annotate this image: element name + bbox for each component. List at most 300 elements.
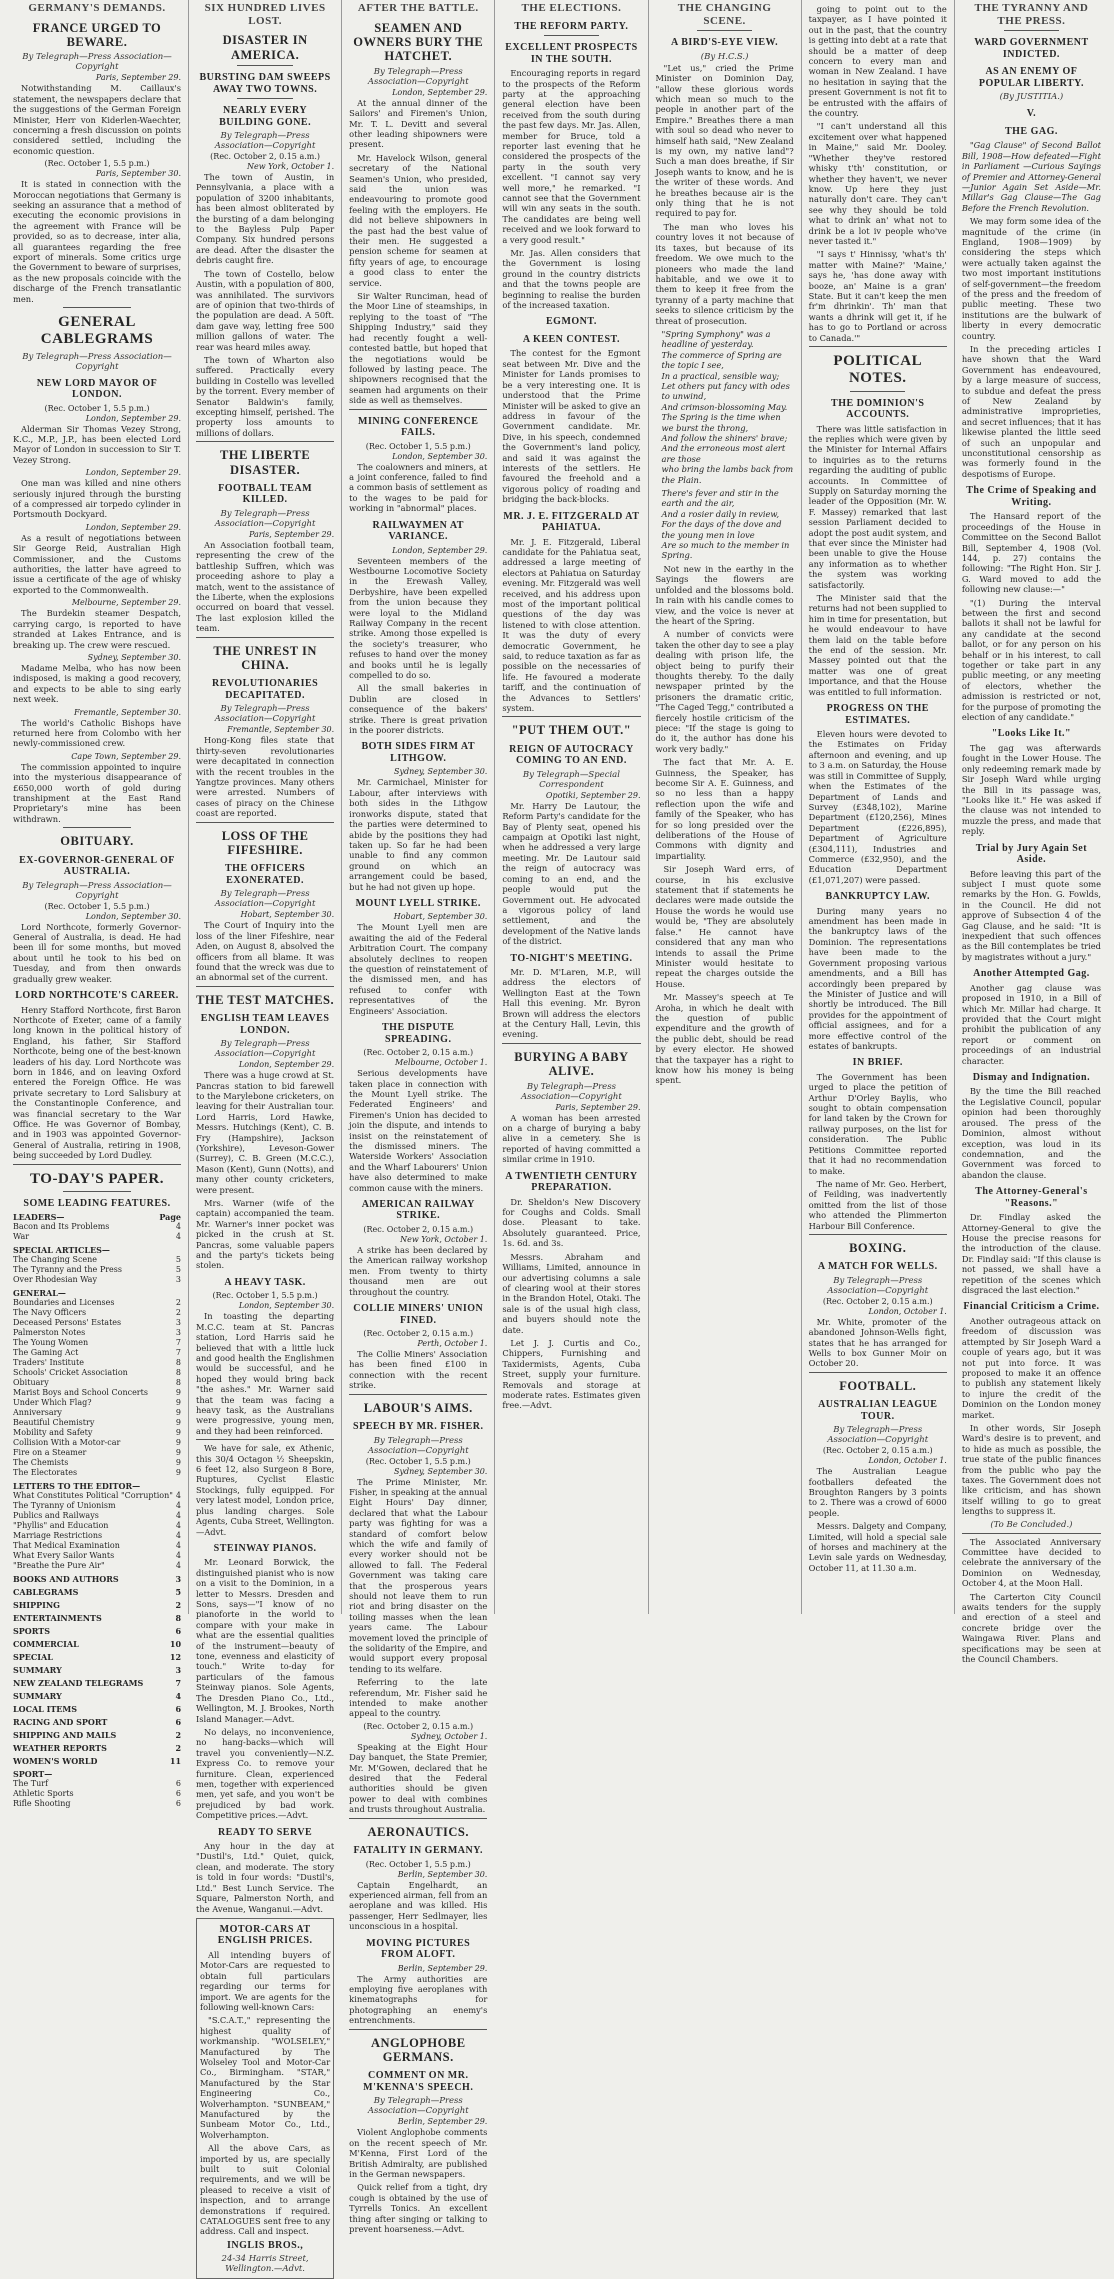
divider: [196, 637, 334, 638]
headline: THE UNREST IN CHINA.: [213, 643, 317, 672]
feature-item: [13, 1717, 181, 1727]
subheadline: MOVING PICTURES FROM ALOFT.: [366, 1937, 471, 1961]
feature-page: 7: [175, 1348, 182, 1358]
feature-item: [13, 1613, 181, 1623]
feature-item: [13, 1398, 181, 1408]
article-text: The Mount Lyell men are awaiting the aid of the Federal Arbitration Court. The company absolutely declines to reopen the question of reinstatement of the dismissed men, and has refused to confer with representatives of the Engineers' Association.: [349, 922, 488, 1016]
divider: [63, 1191, 130, 1192]
received-line: (Rec. October 1, 5.5 p.m.): [365, 1859, 471, 1869]
feature-item: [13, 1458, 181, 1468]
feature-page: 8: [175, 1613, 182, 1624]
feature-item: [13, 1222, 181, 1232]
feature-name: Anniversary: [13, 1408, 62, 1418]
byline: By Telegraph—Press Association—Copyright: [214, 704, 316, 725]
feature-item: [13, 1468, 181, 1478]
article-text: The Hansard report of the proceedings of the House in Committee on the Second Ballot Bill, September 4, 1908 (Vol. 144, p. 27) contains the following: "The Right Hon. Sir J. G. Ward moved to add the following new clause:—": [961, 511, 1101, 595]
feature-item: [13, 1779, 181, 1789]
article-text: "I says t' Hinnissy, 'what's th' matter with Maine?' 'Maine,' says he, 'has done away with booze, an' Maine is a gran' State. But it can't keep the men fr'm dhrinkin'. Th' man that wants a dhrink will get it, if he has to go to Portland or across to Canada.'": [808, 249, 947, 343]
feature-name: Deceased Persons' Estates: [13, 1318, 122, 1328]
subheadline: PROGRESS ON THE ESTIMATES.: [826, 703, 929, 726]
feature-item: [13, 1678, 181, 1688]
dateline: Berlin, September 29.: [397, 1963, 488, 1973]
subheadline: REIGN OF AUTOCRACY COMING TO AN END.: [509, 743, 634, 767]
feature-item: [13, 1511, 181, 1521]
feature-name: Mobility and Safety: [13, 1428, 93, 1438]
feature-name: SUMMARY: [13, 1691, 62, 1702]
dateline: London, September 29.: [392, 545, 488, 555]
column-5: [649, 0, 802, 1614]
headline: OBITUARY.: [60, 834, 134, 849]
feature-page: 2: [175, 1730, 182, 1741]
feature-item: [13, 1318, 181, 1328]
dateline: Paris, September 29.: [248, 529, 335, 539]
article-text: Another outrageous attack on freedom of discussion was attempted by Sir Joseph Ward a couple of years ago, but it was not put into force. It was proposed to make it an offence to publish any statement likely to injure the credit of the Dominion on the London money market.: [961, 1315, 1101, 1420]
feature-page: 10: [169, 1639, 182, 1650]
byline: By Telegraph—Press Association—Copyright: [214, 131, 316, 152]
feature-item: [13, 1789, 181, 1799]
feature-name: GENERAL—: [13, 1288, 66, 1299]
advertiser-address: 24-34 Harris Street, Wellington.—Advt.: [221, 2254, 309, 2275]
feature-page: 2: [175, 1600, 182, 1611]
feature-page: 4: [175, 1551, 182, 1561]
divider: [349, 409, 487, 410]
headline: GENERAL CABLEGRAMS: [40, 314, 154, 348]
advertisement-text: Dr. Sheldon's New Discovery for Coughs and Colds. Small dose. Pleasant to take. Absolutely guaranteed. Price, 1s. 6d. and 3s.: [502, 1196, 641, 1249]
feature-page: [178, 1769, 181, 1779]
subheadline: The Attorney-General's "Reasons.": [975, 1186, 1088, 1209]
verse: There's fever and stir in the earth and the air, And a rosier daily in review, For the days of the dove and the young men in love Are so much to the member in Spring.: [661, 488, 790, 561]
article-text: There was little satisfaction in the replies which were given by the Minister for Internal Affairs to inquiries as to the returns regarding the auditing of public accounts. In Committee of Supply on Saturday morning the leader of the Opposition (Mr. W. F. Massey) remarked that last session Parliament decided to adopt the post audit system, and that ever since the Minister had been unable to give the House any information as to whether the system was working satisfactorily.: [808, 423, 947, 590]
feature-item: [13, 1448, 181, 1458]
article-text: We may form some idea of the magnitude of the crime (in England, 1908—1909) by considering the steps which were actually taken against the two most important institutions of self-government—the freedom of the press and the freedom of public meeting. These two institutions are the bulwark of liberty in every democratic country.: [961, 216, 1101, 341]
advertisement-text: All the above Cars, as imported by us, are specially built to suit Colonial requirements, and we will be pleased to receive a visit of inspection, and to arrange demonstrations if required. CATALOGUES sent free to any address. Call and inspect.: [200, 2143, 331, 2237]
subheadline: A MATCH FOR WELLS.: [817, 1261, 938, 1273]
advertisement-text: Mr. Leonard Borwick, the distinguished pianist who is now on a visit to the Dominion, in a letter to Messrs. Dresden and Sons, says—"I know of no pianoforte in the world to compare with your make in what are the essential qualities of the instrument—beauty of tone, evenness and elasticity of touch." Write to-day for particulars of the famous Steinway pianos. Sole Agents, The Dresden Piano Co., Ltd., Wellington, M. J. Brookes, North Island Manager.—Advt.: [196, 1557, 335, 1724]
feature-name: Boundaries and Licenses: [13, 1298, 115, 1308]
feature-page: 3: [175, 1328, 182, 1338]
feature-name: Fire on a Steamer: [13, 1448, 87, 1458]
dateline: Paris, September 29.: [95, 73, 182, 83]
feature-name: LOCAL ITEMS: [13, 1704, 78, 1715]
headline: TO-DAY'S PAPER.: [30, 1170, 164, 1187]
headline: LABOUR'S AIMS.: [363, 1400, 473, 1415]
article-text: Mr. D. M'Laren, M.P., will address the electors of Wellington East at the Town Hall this evening. Mr. Byron Brown will address the electors at the Century Hall, Levin, this evening.: [502, 967, 641, 1040]
article-text: Mr. Harry De Lautour, the Reform Party's candidate for the Bay of Plenty seat, opened his campaign at Opotiki last night, when he addressed a very large meeting. Mr. De Lautour said the reign of autocracy was coming to an end, and the people would put the Government out. He advocated a vigorous policy of land settlement, and the development of the Native lands of the district.: [502, 800, 641, 947]
feature-page: 4: [175, 1691, 182, 1702]
advertisement-text: All intending buyers of Motor-Cars are requested to obtain full particulars regarding our terms for import. We are agents for the following well-known Cars:: [200, 1949, 331, 2012]
feature-item: [13, 1481, 181, 1491]
feature-page: 6: [175, 1799, 182, 1809]
article-text: Eleven hours were devoted to the Estimates on Friday afternoon and evening, and up to 3 a.m. on Saturday, the House was still in Committee of Supply, when the Estimates of the Department of Lands and Survey (£348,102), Marine Department (£120,256), Mines Department (£226,895), Department of Agriculture (£304,111), Industries and Commerce (£32,950), and the Education Department (£1,071,207) were passed.: [808, 729, 947, 885]
feature-name: CABLEGRAMS: [13, 1587, 79, 1598]
divider: [1004, 30, 1060, 31]
article-text: During many years no amendment has been made in the bankruptcy laws of the Dominion. The representations have been made to the Government proposing various amendments, and a Bill has accordingly been prepared by the Minister of Justice and will shortly be introduced. The Bill provides for the appointment of official assignees, and for a more effective control of the estates of bankrupts.: [808, 905, 947, 1051]
subheadline: RAILWAYMEN AT VARIANCE.: [372, 519, 464, 543]
feature-item: [13, 1338, 181, 1348]
column-3: [342, 0, 495, 2235]
feature-name: LEADERS—: [13, 1212, 65, 1223]
dateline: London, September 30.: [392, 451, 488, 461]
subheadline: SPEECH BY MR. FISHER.: [353, 1421, 484, 1433]
feature-item: [13, 1438, 181, 1448]
headline: POLITICAL NOTES.: [833, 353, 923, 387]
advertisement-text: "S.C.A.T.," representing the highest quality of workmanship. "WOLSELEY," Manufactured by The Wolseley Tool and Motor-Car Co., Birmingham. "STAR," Manufactured by the Star Engineering Co., Wolverhampton. "SUNBEAM," Manufactured by the Sunbeam Motor Co., Ltd., Wolverhampton.: [200, 2015, 331, 2140]
feature-name: "Breathe the Pure Air": [13, 1561, 105, 1571]
subheadline: AS AN ENEMY OF POPULAR LIBERTY.: [978, 66, 1084, 89]
feature-item: [13, 1600, 181, 1610]
feature-name: Collision With a Motor-car: [13, 1438, 121, 1448]
divider: [196, 441, 334, 442]
feature-name: Marriage Restrictions: [13, 1531, 103, 1541]
feature-page: 3: [175, 1574, 182, 1585]
headline: BOXING.: [849, 1240, 907, 1255]
article-text: Mr. Carmichael, Minister for Labour, after interviews with both sides in the Lithgow ironworks dispute, stated that the parties were determined to abide by the positions they had taken up. So far he had been unable to find any common ground on which an arrangement could be based, but he had not given up hope.: [349, 777, 488, 892]
subheadline: ENGLISH TEAM LEAVES LONDON.: [200, 1013, 330, 1036]
byline: By Telegraph—Press Association—Copyright: [521, 1081, 622, 1102]
article-text: The Australian League footballers defeated the Broughton Rangers by 3 points to 2. There was a crowd of 6000 people.: [808, 1466, 947, 1518]
article-text: The coalowners and miners, at a joint conference, failed to find a common basis of settlement as to the wages to be paid for working in "abnormal" places.: [349, 461, 488, 514]
divider: [349, 1818, 487, 1819]
divider: [544, 35, 599, 36]
headline: "PUT THEM OUT.": [511, 723, 632, 738]
subheadline: MOUNT LYELL STRIKE.: [355, 897, 481, 909]
subheadline: FOOTBALL TEAM KILLED.: [218, 482, 313, 506]
feature-name: SHIPPING: [13, 1600, 60, 1611]
feature-name: The Navy Officers: [13, 1308, 87, 1318]
dateline: Paris, September 30.: [95, 169, 182, 179]
feature-page: 7: [175, 1338, 182, 1348]
feature-page: 5: [175, 1587, 182, 1598]
feature-name: Palmerston Notes: [13, 1328, 86, 1338]
feature-name: Beautiful Chemistry: [13, 1418, 95, 1428]
feature-page: 3: [175, 1318, 182, 1328]
subheadline: A HEAVY TASK.: [224, 1276, 306, 1288]
feature-item: [13, 1769, 181, 1779]
continuation-note: (To Be Concluded.): [990, 1519, 1073, 1530]
dateline: Melbourne, September 29.: [71, 598, 182, 608]
dateline: London, September 29.: [85, 468, 182, 478]
cut-headline: THE ELECTIONS.: [521, 2, 622, 14]
subheadline: NEARLY EVERY BUILDING GONE.: [219, 105, 312, 128]
subheadline: EXCELLENT PROSPECTS IN THE SOUTH.: [505, 42, 638, 65]
article-text: The gag was afterwards fought in the Lower House. The only redeeming remark made by Sir Joseph Ward while urging the Bill in its passage was, "Looks like it." He was asked if the clause was not intended to muzzle the press, and made that reply.: [961, 742, 1101, 837]
feature-name: Under Which Flag?: [13, 1398, 92, 1408]
features-list: [13, 1212, 181, 1809]
column-7: [955, 0, 1108, 1665]
feature-page: 4: [175, 1541, 182, 1551]
feature-item: [13, 1691, 181, 1701]
subheadline: THE REFORM PARTY.: [514, 20, 629, 32]
dateline: London, September 29.: [238, 1060, 335, 1070]
feature-name: The Gaming Act: [13, 1348, 79, 1358]
feature-item: [13, 1531, 181, 1541]
feature-page: 4: [175, 1511, 182, 1521]
feature-page: 9: [175, 1388, 182, 1398]
article-text: going to point out to the taxpayer, as I have pointed it out in the past, that the country is getting into debt at a rate that should be a matter of deep concern to every man and woman in New Zealand. I have no hesitation in saying that the present Government is not fit to be entrusted with the affairs of the country.: [808, 4, 947, 119]
article-text: Mr. White, promoter of the abandoned Johnson-Wells fight, states that he has arranged for Wells to box Gunner Moir on October 20.: [808, 1316, 947, 1369]
subheadline: BOTH SIDES FIRM AT LITHGOW.: [361, 741, 476, 764]
headline: FRANCE URGED TO BEWARE.: [32, 20, 162, 50]
byline: (By JUSTITIA.): [999, 92, 1064, 103]
dateline: London, September 29.: [85, 413, 182, 423]
article-text: Messrs. Dalgety and Company, Limited, will hold a special sale of horses and machinery at the Levin sale yards on Wednesday, October 11, at 11.30 a.m.: [808, 1521, 947, 1573]
article-text: Captain Engelhardt, an experienced airman, fell from an aeroplane and was killed. His passenger, Herr Sedlmayer, lies unconscious in a hospital.: [349, 1879, 488, 1932]
article-text: Violent Anglophobe comments on the recent speech of Mr. M'Kenna, First Lord of the British Admiralty, are published in the German newspapers.: [349, 2127, 488, 2180]
feature-name: SPORT—: [13, 1769, 53, 1780]
feature-page: 3: [175, 1665, 182, 1676]
divider: [196, 1439, 334, 1440]
feature-name: Marist Boys and School Concerts: [13, 1388, 148, 1398]
article-text: Encouraging reports in regard to the prospects of the Reform party at the approaching general election have been received from the south during the past few days. Mr. Jas. Allen, member for Bruce, told a reporter last evening that he considered the prospects of the party in the south very excellent. "I cannot say very well more," he remarked. "I cannot see that the Government will win any seats in the south. The candidates are being well received and we look forward to a very good result.": [502, 68, 641, 245]
received-line: (Rec. October 2, 0.15 a.m.): [363, 1329, 474, 1339]
feature-name: Obituary: [13, 1378, 49, 1388]
received-line: (Rec. October 2, 0.15 a.m.): [363, 1048, 474, 1058]
advertiser-name: INGLIS BROS.,: [226, 2239, 304, 2251]
feature-item: [13, 1756, 181, 1766]
feature-item: [13, 1626, 181, 1636]
feature-item: [13, 1551, 181, 1561]
feature-item: [13, 1428, 181, 1438]
article-text: The town of Austin, in Pennsylvania, a place with a population of 3200 inhabitants, has been almost obliterated by the bursting of a dam belonging to the Bayless Pulp Paper Company. Six hundred persons are dead. After the disaster the debris caught fire.: [196, 172, 335, 266]
divider: [13, 1164, 181, 1165]
subheadline: AMERICAN RAILWAY STRIKE.: [361, 1198, 475, 1222]
feature-name: That Medical Examination: [13, 1541, 120, 1551]
feature-page: 6: [175, 1717, 182, 1728]
article-text: The world's Catholic Bishops have returned here from Colombo with her newly-commissioned crew.: [13, 717, 182, 749]
divider: [850, 391, 905, 392]
feature-name: BOOKS AND AUTHORS: [13, 1574, 119, 1585]
feature-page: 8: [175, 1358, 182, 1368]
divider: [63, 827, 130, 828]
feature-page: 4: [175, 1232, 182, 1242]
feature-item: [13, 1388, 181, 1398]
article-number: V.: [1026, 108, 1037, 120]
feature-name: COMMERCIAL: [13, 1639, 79, 1650]
headline: BURYING A BABY ALIVE.: [514, 1049, 629, 1079]
dateline: New York, October 1.: [400, 1234, 488, 1244]
headline: AERONAUTICS.: [367, 1824, 470, 1839]
received-line: (Rec. October 2, 0.15 a.m.): [363, 1224, 474, 1234]
byline: By Telegraph—Press Association—Copyright: [22, 351, 172, 372]
feature-name: SUMMARY: [13, 1665, 62, 1676]
subheadline: MINING CONFERENCE FAILS.: [358, 415, 479, 439]
divider: [349, 2029, 487, 2030]
divider: [196, 822, 334, 823]
subheadline: FATALITY IN GERMANY.: [353, 1845, 484, 1857]
article-text: The Army authorities are employing five aeroplanes with kinematographs for photographing an enemy's entrenchments.: [349, 1973, 488, 2026]
article-text: Sir Walter Runciman, head of the Moor Line of steamships, in replying to the toast of "The Shipping Industry," said they had recently fought a well-contested battle, but hoped that the negotiations would be followed by lasting peace. The shipowners recognised that the seamen had arguments on their side as well as themselves.: [349, 291, 488, 406]
article-text: "I can't understand all this excitement over what happened in Maine," said Mr. Dooley. "Whether they've restored whisky t'th' constitution, or whether they haven't, we never know. Up here they just naturally don't care. They can't see why they should be told what to drink an' what not to drink be a lot iv people who've never tasted it.": [808, 121, 947, 246]
divider: [237, 98, 292, 99]
subheadline: BURSTING DAM SWEEPS AWAY TWO TOWNS.: [199, 72, 331, 95]
subheadline: NEW LORD MAYOR OF LONDON.: [36, 377, 158, 401]
divider: [502, 1043, 640, 1044]
dateline: Fremantle, September 30.: [227, 725, 335, 735]
article-text: Mr. Havelock Wilson, general secretary of the National Seamen's Union, who presided, said the union was endeavouring to promote good feeling with the employers. He did not believe shipowners in the past had the best value of their men. He suggested a pension scheme for seamen at fifty years of age, to encourage a good class to enter the service.: [349, 152, 488, 288]
subheadline: AUSTRALIAN LEAGUE TOUR.: [818, 1399, 938, 1422]
feature-item: [13, 1491, 181, 1501]
received-line: (Rec. October 1, 5.5 p.m.): [365, 441, 471, 451]
feature-name: The Electorates: [13, 1468, 78, 1478]
subheadline: A KEEN CONTEST.: [522, 333, 620, 345]
dateline: Berlin, September 30.: [397, 1869, 488, 1879]
feature-name: RACING AND SPORT: [13, 1717, 108, 1728]
feature-page: 6: [175, 1626, 182, 1637]
dateline: Sydney, September 30.: [393, 767, 488, 777]
article-text: The name of Mr. Geo. Herbert, of Feilding, was inadvertently omitted from the list of those who attended the Plimmerton Harbour Bill Conference.: [808, 1178, 947, 1231]
feature-name: Bacon and Its Problems: [13, 1222, 110, 1232]
feature-item: [13, 1288, 181, 1298]
article-text: Dr. Findlay asked the Attorney-General to give the House the precise reasons for the introduction of the clause. Dr. Findlay said: "If this clause is not passed, we shall have a repetition of the scenes which disgraced the last election.": [961, 1212, 1101, 1295]
article-text: In other words, Sir Joseph Ward's desire is to prevent, and to hide as much as possible, the true state of the public finances from the public who pay the taxes. The Government does not like criticism, and has shown itself willing to go to great lengths to suppress it.: [961, 1422, 1101, 1517]
received-line: (Rec. October 1, 5.5 p.m.): [212, 1291, 318, 1301]
feature-item: [13, 1652, 181, 1662]
feature-name: Over Rhodesian Way: [13, 1275, 97, 1285]
article-text: The commission appointed to inquire into the mysterious disappearance of £650,000 worth of gold during transhipment at the East Rand Proprietary's mine has been withdrawn.: [13, 761, 182, 824]
feature-page: 9: [175, 1398, 182, 1408]
headline: LOSS OF THE FIFESHIRE.: [221, 828, 309, 857]
article-text: Sir Joseph Ward errs, of course, in his exclusive statement that if statements he declares were made outside the House the words he would use would be, "They are absolutely false." He cannot have considered that any man who intends to assail the Prime Minister would hesitate to repeat the charges outside the House.: [655, 864, 794, 989]
article-text: Mr. Jas. Allen considers that the Government is losing ground in the country districts and that the towns people are beginning to realise the burden of the increased taxation.: [502, 248, 641, 311]
feature-page: 9: [175, 1468, 182, 1478]
article-text: Not new in the earthy in the Sayings the flowers are unfolded and the blossoms bold. In rain with his candle comes to view, and the voice is never at the heart of the Spring.: [655, 563, 794, 626]
feature-page: 9: [175, 1448, 182, 1458]
subheadline: THE OFFICERS EXONERATED.: [225, 863, 306, 886]
article-text: In the preceding articles I have shown that the Ward Government has endeavoured, by a large measure of success, to subdue and defeat the press of New Zealand by administrative improprieties, and secret influences; that it has likewise planted the little seed of such an unpopular and unconstitutional censorship as was formerly found in the despotisms of Europe.: [961, 344, 1101, 479]
article-text: All the small bakeries in Dublin are closed in consequence of the bakers' strike. There is great privation in the poorer districts.: [349, 683, 488, 736]
feature-name: The Tyranny and the Press: [13, 1265, 122, 1275]
headline: THE TEST MATCHES.: [196, 992, 335, 1007]
feature-item: [13, 1348, 181, 1358]
byline: (By H.C.S.): [700, 51, 749, 62]
feature-page: 4: [175, 1521, 182, 1531]
article-text: The fact that Mr. A. E. Guinness, the Speaker, has become Sir A. E. Guinness, and so no less than a happy reflection upon the wife and family of the Speaker, who has for so long presided over the deliberations of the House of Commons with dignity and impartiality.: [655, 757, 794, 861]
feature-name: SPECIAL: [13, 1652, 53, 1663]
cut-headline: AFTER THE BATTLE.: [357, 2, 479, 14]
received-line: (Rec. October 1, 5.5 p.m.): [44, 901, 150, 911]
feature-item: [13, 1743, 181, 1753]
feature-item: [13, 1255, 181, 1265]
feature-name: The Changing Scene: [13, 1255, 98, 1265]
feature-item: [13, 1561, 181, 1571]
dateline: Hobart, September 30.: [240, 910, 335, 920]
article-text: At the annual dinner of the Sailors' and Firemen's Union, Mr. T. L. Devitt and several other leading shipowners were present.: [349, 97, 488, 150]
column-4: [495, 0, 648, 1614]
byline: By Telegraph—Press Association—Copyright: [827, 1425, 929, 1446]
feature-item: [13, 1212, 181, 1222]
dateline: Opotiki, September 29.: [545, 790, 641, 800]
feature-page: 9: [175, 1428, 182, 1438]
feature-item: [13, 1418, 181, 1428]
feature-item: [13, 1308, 181, 1318]
dateline: New York, October 1.: [246, 162, 335, 172]
feature-name: WEATHER REPORTS: [13, 1743, 107, 1754]
article-text: It is stated in connection with the Moroccan negotiations that Germany is seeking an assurance that a method of executing the economic provisions in the agreement with France will be provided, so as to decrease, inter alia, all guarantees regarding the free export of minerals. Some critics urge the Government to beware of surprises, as the new proposals coincide with the discharge of the French transatlantic men.: [13, 179, 182, 304]
subheadline: "Looks Like It.": [991, 728, 1072, 740]
article-text: The Carterton City Council awaits tenders for the supply and erection of a steel and concrete bridge over the Waingawa River. Plans and specifications may be seen at the Council Chambers.: [961, 1591, 1101, 1665]
article-text: Madame Melba, who has now been indisposed, is making a good recovery, and expects to be able to sing early next week.: [13, 662, 182, 705]
feature-page: 9: [175, 1458, 182, 1468]
subheadline: EGMONT.: [546, 316, 597, 328]
divider: [237, 65, 292, 66]
article-text: The Court of Inquiry into the loss of the liner Fifeshire, near Aden, on August 8, absolved the officers from all blame. It was found that the wreck was due to an abnormal set of the current.: [196, 920, 335, 983]
feature-item: [13, 1265, 181, 1275]
divider: [809, 1234, 947, 1235]
feature-item: [13, 1408, 181, 1418]
divider: [962, 1533, 1101, 1534]
dateline: Hobart, September 30.: [393, 912, 488, 922]
subheadline: TO-NIGHT'S MEETING.: [510, 952, 633, 964]
divider: [63, 307, 130, 308]
advertisement-text: Let J. J. Curtis and Co., Chippers, Furnishing and Taxidermists, Agents, Cuba Street, supply your furniture. Removals and storage at moderate rates. Estimates given free.—Advt.: [502, 1337, 641, 1411]
feature-item: [13, 1730, 181, 1740]
article-text: The Minister said that the returns had not been supplied to him in time for presentation, but he would endeavour to have them laid on the table before the end of the session. Mr. Massey pointed out that the matter was one of great importance, and that the House was entitled to full information.: [808, 593, 947, 697]
article-text: The Prime Minister, Mr. Fisher, in speaking at the annual Eight Hours' Day dinner, declared that what the Labour party was fighting for was a standard of comfort below which the wife and family of every worker should not be allowed to fall. The Federal Government was taking care that the prosperous years should not leave them to run riot and bring disaster on the toiling masses when the lean years came. The Labour movement loved the principle of the solidarity of the Empire, and would support every proposal tending to its welfare.: [349, 1476, 488, 1674]
dateline: Melbourne, October 1.: [395, 1058, 488, 1068]
feature-name: "Phyllis" and Education: [13, 1521, 109, 1531]
headline: DISASTER IN AMERICA.: [222, 33, 308, 62]
article-text: The Burdekin steamer Despatch, carrying cargo, is reported to have stranded at Lakes Entrance, and is breaking up. The crew were rescued.: [13, 608, 182, 650]
article-text: Mr. J. E. Fitzgerald, Liberal candidate for the Pahiatua seat, addressed a large meeting of electors at Pahiatua on Saturday evening. Mr. Fitzgerald was well received, and his address upon most of the important political questions of the day was listened to with close attention. It was the duty of every democratic Government, he said, to reduce taxation as far as possible on the necessaries of life. He favoured a moderate tariff, and the continuation of the Advances to Settlers' system.: [502, 536, 641, 714]
feature-page: 2: [175, 1743, 182, 1754]
feature-name: The Young Women: [13, 1338, 89, 1348]
article-text: The town of Costello, below Austin, with a population of 800, was annihilated. The survivors are of opinion that two-thirds of the population are dead. A 50ft. dam gave way, letting free 500 million gallons of water. The rear was heard miles away.: [196, 268, 335, 352]
feature-name: What Constitutes Political "Corruption": [13, 1491, 173, 1501]
feature-name: SHIPPING AND MAILS: [13, 1730, 117, 1741]
subheadline: BANKRUPTCY LAW.: [825, 891, 931, 903]
article-text: Serious developments have taken place in connection with the Mount Lyell strike. The Federated Engineers' and Firemen's Union has decided to join the dispute, and intends to insist on the reinstatement of the dismissed miners. The Waterside Workers' Association and the Wharf Labourers' Union have also determined to make common cause with the miners.: [349, 1068, 488, 1193]
subheadline: Dismay and Indignation.: [972, 1071, 1091, 1083]
subheadline: COMMENT ON MR. M'KENNA'S SPEECH.: [363, 2070, 474, 2093]
feature-page: 9: [175, 1438, 182, 1448]
feature-item: [13, 1501, 181, 1511]
feature-page: 8: [175, 1368, 182, 1378]
article-text: A number of convicts were taken the other day to see a play dealing with prison life, the object being to purify their thoughts thereby. To the daily newspaper printed by the prisoners the dramatic critic, "The Caged Tegg," contributed a fiercely hostile criticism of the piece: "If the stage is going to do it, the author has done his work very badly.": [655, 629, 794, 754]
dateline: London, October 1.: [868, 1306, 947, 1316]
article-text: The Government has been urged to place the petition of Arthur D'Orley Baylis, who sought to obtain compensation for land taken by the Crown for railway purposes, on the list for consideration. The Public Petitions Committee reported that it had no recommendation to make.: [808, 1071, 947, 1176]
feature-page: 7: [175, 1678, 182, 1689]
divider: [809, 346, 947, 347]
feature-page: [178, 1288, 181, 1298]
advertisement-heading: READY TO SERVE: [217, 1826, 313, 1838]
article-text: Hong-Kong files state that thirty-seven revolutionaries were decapitated in connection with the recent troubles in the Yangtze provinces. Many others were arrested. Numbers of cases of piracy on the Chinese coast are reported.: [196, 735, 335, 819]
column-2: [189, 0, 342, 2275]
feature-item: [13, 1541, 181, 1551]
feature-page: [178, 1481, 181, 1491]
feature-name: Publics and Railways: [13, 1511, 99, 1521]
feature-name: Schools' Cricket Association: [13, 1368, 128, 1378]
article-text: There was a huge crowd at St. Pancras station to bid farewell to the Marylebone cricketers, on leaving for their Australian tour. Lord Harris, Lord Hawke, Messrs. Hutchings (Kent), C. B. Fry (Hampshire), Jackson (Yorkshire), Leveson-Gower (Surrey), C. B. Green (M.C.C.), Mason (Kent), Gunn (Notts), and many other county cricketers, were present.: [196, 1070, 335, 1195]
article-text: By the time the Bill reached the Legislative Council, popular opinion had been thoroughly aroused. The press of the Dominion, almost without exception, was loud in its condemnation, and the Government was forced to abandon the clause.: [961, 1086, 1101, 1180]
dateline: Perth, October 1.: [417, 1339, 488, 1349]
byline: By Telegraph—Press Association—Copyright: [214, 508, 316, 529]
article-text: Seventeen members of the Westbourne Locomotive Society in the Erewash Valley, Derbyshire, have been expelled from the union because they were loyal to the Midland Railway Company in the recent strike. Among those expelled is the society's treasurer, who refuses to hand over the money and books until he is legally compelled to do so.: [349, 555, 488, 681]
feature-page: 4: [175, 1491, 182, 1501]
feature-item: [13, 1368, 181, 1378]
article-text: Referring to the late referendum, Mr. Fisher said he intended to make another appeal to the country.: [349, 1677, 488, 1719]
dateline: London, September 30.: [85, 911, 182, 921]
byline: By Telegraph—Press Association—Copyright: [22, 52, 172, 73]
feature-page: 3: [175, 1275, 182, 1285]
feature-page: 6: [175, 1779, 182, 1789]
article-text: As a result of negotiations between Sir George Reid, Australian High Commissioner, and the Customs authorities, the latter have agreed to issue a certificate of the age of whisky exported to the Commonwealth.: [13, 532, 182, 595]
article-text: The man who loves his country loves it not because of its taxes, but because of its freedom. We owe much to the pioneers who made the land habitable, and we owe it to them to keep it free from the tyranny of a party machine that seeks to silence criticism by the threat of prosecution.: [655, 221, 794, 326]
feature-item: [13, 1378, 181, 1388]
dateline: Paris, September 29.: [555, 1102, 641, 1112]
advertisement-text: Any hour in the day at "Dustil's, Ltd." Quiet, quick, clean, and moderate. The story is told in four words: "Dustil's, Ltd." Best Lunch Service. The Square, Palmerston North, and the Avenue, Wanganui.—Advt.: [196, 1841, 335, 1914]
feature-name: What Every Sailor Wants: [13, 1551, 115, 1561]
dateline: London, September 29.: [85, 522, 182, 532]
